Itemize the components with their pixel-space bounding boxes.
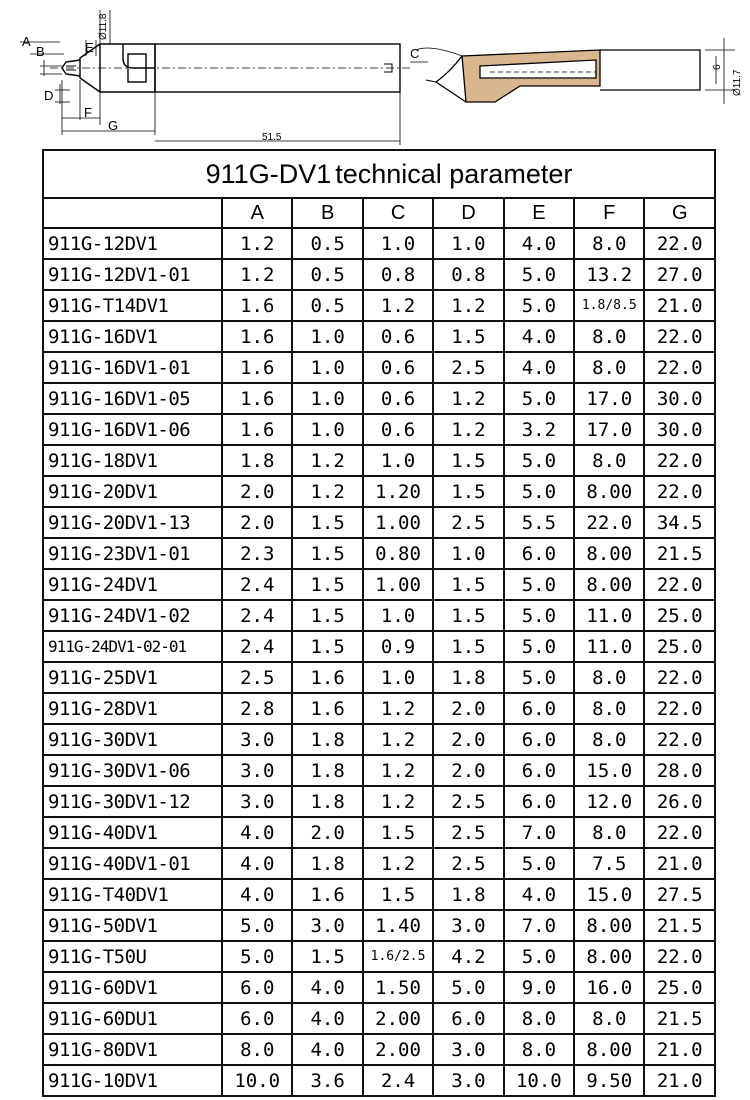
value-cell-d: 1.5 [433, 445, 503, 476]
table-row [43, 507, 715, 538]
value-cell-d: 1.5 [433, 631, 503, 662]
model-cell: 911G-12DV1-01 [43, 259, 222, 290]
value-cell-g: 22.0 [644, 724, 715, 755]
value-cell-g: 22.0 [644, 662, 715, 693]
value-cell-a: 6.0 [222, 972, 292, 1003]
value-cell-b: 4.0 [292, 972, 362, 1003]
value-cell-f: 17.0 [574, 414, 644, 445]
value-cell-c: 1.00 [363, 507, 433, 538]
value-cell-a: 2.4 [222, 631, 292, 662]
value-cell-b: 0.5 [292, 290, 362, 321]
value-cell-e: 3.2 [504, 414, 574, 445]
table-row [43, 662, 715, 693]
value-cell-a: 1.2 [222, 228, 292, 259]
value-cell-a: 8.0 [222, 1034, 292, 1065]
column-header-model [43, 198, 222, 228]
table-row [43, 972, 715, 1003]
label-e: E [85, 40, 94, 55]
value-cell-g: 28.0 [644, 755, 715, 786]
model-cell: 911G-60DV1 [43, 972, 222, 1003]
value-cell-d: 1.2 [433, 290, 503, 321]
value-cell-e: 5.5 [504, 507, 574, 538]
model-cell: 911G-12DV1 [43, 228, 222, 259]
value-cell-c: 0.80 [363, 538, 433, 569]
value-cell-f: 15.0 [574, 755, 644, 786]
table-row [43, 1065, 715, 1096]
model-cell: 911G-16DV1 [43, 321, 222, 352]
table-row [43, 631, 715, 662]
value-cell-f: 8.0 [574, 724, 644, 755]
value-cell-f: 11.0 [574, 631, 644, 662]
table-row [43, 1034, 715, 1065]
model-cell: 911G-40DV1-01 [43, 848, 222, 879]
value-cell-f: 17.0 [574, 383, 644, 414]
value-cell-b: 1.6 [292, 879, 362, 910]
value-cell-g: 25.0 [644, 600, 715, 631]
value-cell-e: 5.0 [504, 476, 574, 507]
value-cell-f: 22.0 [574, 507, 644, 538]
table-row [43, 941, 715, 972]
value-cell-a: 2.0 [222, 476, 292, 507]
value-cell-b: 1.2 [292, 476, 362, 507]
value-cell-d: 2.5 [433, 507, 503, 538]
value-cell-f: 15.0 [574, 879, 644, 910]
table-row [43, 817, 715, 848]
value-cell-f: 1.8/8.5 [574, 290, 644, 321]
value-cell-e: 4.0 [504, 228, 574, 259]
value-cell-c: 1.6/2.5 [363, 941, 433, 972]
value-cell-e: 4.0 [504, 879, 574, 910]
value-cell-f: 8.00 [574, 476, 644, 507]
model-cell: 911G-30DV1-06 [43, 755, 222, 786]
value-cell-d: 1.0 [433, 228, 503, 259]
model-cell: 911G-23DV1-01 [43, 538, 222, 569]
value-cell-d: 2.0 [433, 755, 503, 786]
model-cell: 911G-20DV1-13 [43, 507, 222, 538]
value-cell-c: 2.4 [363, 1065, 433, 1096]
model-cell: 911G-50DV1 [43, 910, 222, 941]
value-cell-b: 1.5 [292, 941, 362, 972]
model-cell: 911G-T40DV1 [43, 879, 222, 910]
value-cell-d: 1.2 [433, 383, 503, 414]
tool-diagram [0, 0, 750, 146]
value-cell-c: 1.0 [363, 662, 433, 693]
value-cell-e: 5.0 [504, 445, 574, 476]
value-cell-c: 1.0 [363, 445, 433, 476]
label-d: D [44, 88, 54, 103]
value-cell-c: 0.6 [363, 414, 433, 445]
value-cell-f: 8.0 [574, 228, 644, 259]
value-cell-c: 1.2 [363, 755, 433, 786]
value-cell-d: 2.0 [433, 693, 503, 724]
value-cell-e: 5.0 [504, 631, 574, 662]
value-cell-d: 1.8 [433, 662, 503, 693]
table-row [43, 693, 715, 724]
value-cell-g: 30.0 [644, 383, 715, 414]
value-cell-f: 8.0 [574, 817, 644, 848]
value-cell-g: 21.5 [644, 1003, 715, 1034]
model-cell: 911G-16DV1-06 [43, 414, 222, 445]
value-cell-g: 26.0 [644, 786, 715, 817]
model-cell: 911G-24DV1-02-01 [43, 631, 222, 662]
value-cell-a: 4.0 [222, 879, 292, 910]
value-cell-d: 2.5 [433, 786, 503, 817]
value-cell-a: 4.0 [222, 848, 292, 879]
value-cell-c: 1.2 [363, 848, 433, 879]
value-cell-c: 0.6 [363, 383, 433, 414]
value-cell-a: 1.6 [222, 290, 292, 321]
table-row [43, 600, 715, 631]
value-cell-b: 1.5 [292, 631, 362, 662]
value-cell-f: 8.00 [574, 910, 644, 941]
value-cell-a: 5.0 [222, 941, 292, 972]
technical-drawing [0, 0, 750, 146]
value-cell-f: 12.0 [574, 786, 644, 817]
value-cell-c: 1.2 [363, 786, 433, 817]
value-cell-c: 1.2 [363, 290, 433, 321]
value-cell-d: 3.0 [433, 1065, 503, 1096]
value-cell-a: 1.6 [222, 383, 292, 414]
model-cell: 911G-T14DV1 [43, 290, 222, 321]
label-f: F [84, 105, 92, 120]
table-row [43, 414, 715, 445]
value-cell-g: 22.0 [644, 445, 715, 476]
model-cell: 911G-16DV1-05 [43, 383, 222, 414]
value-cell-g: 22.0 [644, 693, 715, 724]
value-cell-d: 1.5 [433, 321, 503, 352]
value-cell-f: 8.00 [574, 538, 644, 569]
value-cell-f: 8.0 [574, 321, 644, 352]
model-cell: 911G-16DV1-01 [43, 352, 222, 383]
value-cell-e: 8.0 [504, 1003, 574, 1034]
model-cell: 911G-10DV1 [43, 1065, 222, 1096]
table-row [43, 290, 715, 321]
value-cell-a: 4.0 [222, 817, 292, 848]
value-cell-e: 6.0 [504, 693, 574, 724]
value-cell-d: 0.8 [433, 259, 503, 290]
value-cell-d: 2.5 [433, 817, 503, 848]
table-title [43, 150, 715, 198]
value-cell-e: 4.0 [504, 321, 574, 352]
value-cell-e: 5.0 [504, 848, 574, 879]
value-cell-b: 4.0 [292, 1003, 362, 1034]
value-cell-b: 1.0 [292, 383, 362, 414]
model-cell: 911G-24DV1-02 [43, 600, 222, 631]
column-header-d: D [433, 198, 503, 228]
value-cell-c: 2.00 [363, 1003, 433, 1034]
value-cell-b: 1.8 [292, 755, 362, 786]
value-cell-e: 8.0 [504, 1034, 574, 1065]
value-cell-g: 21.0 [644, 290, 715, 321]
model-cell: 911G-24DV1 [43, 569, 222, 600]
value-cell-d: 2.5 [433, 848, 503, 879]
model-cell: 911G-20DV1 [43, 476, 222, 507]
value-cell-d: 1.8 [433, 879, 503, 910]
table-body [43, 228, 715, 1096]
model-cell: 911G-30DV1-12 [43, 786, 222, 817]
value-cell-b: 1.6 [292, 693, 362, 724]
value-cell-g: 22.0 [644, 228, 715, 259]
value-cell-b: 0.5 [292, 228, 362, 259]
value-cell-a: 1.6 [222, 414, 292, 445]
value-cell-e: 7.0 [504, 817, 574, 848]
table-row [43, 755, 715, 786]
value-cell-a: 3.0 [222, 724, 292, 755]
table-row [43, 476, 715, 507]
value-cell-c: 1.20 [363, 476, 433, 507]
title-text: technical parameter [335, 158, 573, 189]
value-cell-f: 13.2 [574, 259, 644, 290]
value-cell-d: 1.0 [433, 538, 503, 569]
title-model: 911G-DV1 [205, 158, 332, 189]
value-cell-g: 21.5 [644, 538, 715, 569]
value-cell-e: 5.0 [504, 600, 574, 631]
value-cell-e: 5.0 [504, 941, 574, 972]
value-cell-e: 6.0 [504, 755, 574, 786]
value-cell-a: 2.0 [222, 507, 292, 538]
value-cell-b: 1.6 [292, 662, 362, 693]
value-cell-e: 5.0 [504, 383, 574, 414]
value-cell-f: 8.00 [574, 941, 644, 972]
table-row [43, 848, 715, 879]
value-cell-f: 11.0 [574, 600, 644, 631]
column-header-g: G [644, 198, 715, 228]
model-cell: 911G-25DV1 [43, 662, 222, 693]
value-cell-g: 21.0 [644, 1065, 715, 1096]
value-cell-b: 4.0 [292, 1034, 362, 1065]
value-cell-f: 8.0 [574, 445, 644, 476]
value-cell-e: 6.0 [504, 538, 574, 569]
value-cell-e: 4.0 [504, 352, 574, 383]
table-row [43, 538, 715, 569]
table-row [43, 445, 715, 476]
label-c: C [410, 46, 420, 61]
value-cell-b: 1.2 [292, 445, 362, 476]
value-cell-d: 2.5 [433, 352, 503, 383]
value-cell-g: 27.0 [644, 259, 715, 290]
label-length: 51.5 [262, 132, 282, 143]
table-row [43, 259, 715, 290]
value-cell-f: 8.0 [574, 662, 644, 693]
value-cell-c: 1.00 [363, 569, 433, 600]
label-g: G [108, 118, 119, 133]
parameter-table [42, 149, 716, 1097]
model-cell: 911G-80DV1 [43, 1034, 222, 1065]
value-cell-c: 1.0 [363, 228, 433, 259]
table-row [43, 383, 715, 414]
column-header-c: C [363, 198, 433, 228]
table-row [43, 879, 715, 910]
value-cell-b: 1.5 [292, 507, 362, 538]
value-cell-g: 21.5 [644, 910, 715, 941]
value-cell-d: 6.0 [433, 1003, 503, 1034]
value-cell-b: 1.0 [292, 321, 362, 352]
value-cell-e: 10.0 [504, 1065, 574, 1096]
value-cell-e: 6.0 [504, 724, 574, 755]
table-row [43, 321, 715, 352]
value-cell-b: 1.0 [292, 352, 362, 383]
value-cell-b: 1.8 [292, 724, 362, 755]
table-row [43, 724, 715, 755]
value-cell-f: 16.0 [574, 972, 644, 1003]
value-cell-g: 27.5 [644, 879, 715, 910]
value-cell-c: 1.40 [363, 910, 433, 941]
value-cell-g: 21.0 [644, 848, 715, 879]
label-dia-right-a: Ø11.7 [732, 69, 743, 96]
table-row [43, 228, 715, 259]
model-cell: 911G-40DV1 [43, 817, 222, 848]
value-cell-g: 22.0 [644, 569, 715, 600]
value-cell-a: 1.6 [222, 352, 292, 383]
value-cell-f: 8.0 [574, 693, 644, 724]
model-cell: 911G-T50U [43, 941, 222, 972]
value-cell-a: 2.4 [222, 569, 292, 600]
value-cell-g: 22.0 [644, 321, 715, 352]
value-cell-c: 2.00 [363, 1034, 433, 1065]
value-cell-d: 3.0 [433, 1034, 503, 1065]
model-cell: 911G-28DV1 [43, 693, 222, 724]
label-dia-right-b: 6 [712, 64, 723, 70]
value-cell-a: 5.0 [222, 910, 292, 941]
value-cell-b: 1.5 [292, 538, 362, 569]
column-header-b: B [292, 198, 362, 228]
value-cell-g: 22.0 [644, 817, 715, 848]
label-a: A [22, 34, 31, 49]
value-cell-c: 1.5 [363, 879, 433, 910]
value-cell-b: 3.6 [292, 1065, 362, 1096]
label-dia-left: Ø11.8 [98, 13, 109, 40]
value-cell-a: 10.0 [222, 1065, 292, 1096]
model-cell: 911G-30DV1 [43, 724, 222, 755]
value-cell-e: 5.0 [504, 662, 574, 693]
value-cell-c: 1.50 [363, 972, 433, 1003]
value-cell-g: 21.0 [644, 1034, 715, 1065]
value-cell-f: 8.0 [574, 352, 644, 383]
label-b: B [36, 44, 45, 59]
value-cell-d: 1.5 [433, 600, 503, 631]
table-title-row [43, 150, 715, 198]
value-cell-c: 1.5 [363, 817, 433, 848]
value-cell-g: 25.0 [644, 631, 715, 662]
value-cell-f: 8.0 [574, 1003, 644, 1034]
value-cell-b: 1.5 [292, 569, 362, 600]
value-cell-a: 2.5 [222, 662, 292, 693]
table-header-row [43, 198, 715, 228]
value-cell-d: 5.0 [433, 972, 503, 1003]
value-cell-f: 7.5 [574, 848, 644, 879]
value-cell-g: 22.0 [644, 352, 715, 383]
value-cell-c: 1.2 [363, 724, 433, 755]
value-cell-d: 1.5 [433, 569, 503, 600]
value-cell-a: 6.0 [222, 1003, 292, 1034]
value-cell-d: 1.2 [433, 414, 503, 445]
value-cell-d: 4.2 [433, 941, 503, 972]
value-cell-d: 2.0 [433, 724, 503, 755]
value-cell-b: 1.8 [292, 786, 362, 817]
value-cell-f: 8.00 [574, 569, 644, 600]
value-cell-a: 1.2 [222, 259, 292, 290]
value-cell-a: 2.8 [222, 693, 292, 724]
model-cell: 911G-60DU1 [43, 1003, 222, 1034]
value-cell-a: 2.3 [222, 538, 292, 569]
value-cell-a: 3.0 [222, 755, 292, 786]
table-row [43, 910, 715, 941]
column-header-e: E [504, 198, 574, 228]
value-cell-a: 1.8 [222, 445, 292, 476]
value-cell-d: 1.5 [433, 476, 503, 507]
value-cell-g: 34.5 [644, 507, 715, 538]
value-cell-g: 22.0 [644, 941, 715, 972]
value-cell-e: 7.0 [504, 910, 574, 941]
value-cell-g: 22.0 [644, 476, 715, 507]
value-cell-c: 0.9 [363, 631, 433, 662]
value-cell-a: 1.6 [222, 321, 292, 352]
value-cell-c: 0.8 [363, 259, 433, 290]
table-row [43, 786, 715, 817]
value-cell-a: 2.4 [222, 600, 292, 631]
value-cell-g: 30.0 [644, 414, 715, 445]
value-cell-b: 1.5 [292, 600, 362, 631]
value-cell-e: 5.0 [504, 290, 574, 321]
value-cell-b: 3.0 [292, 910, 362, 941]
value-cell-e: 9.0 [504, 972, 574, 1003]
value-cell-c: 1.0 [363, 600, 433, 631]
value-cell-e: 5.0 [504, 259, 574, 290]
value-cell-g: 25.0 [644, 972, 715, 1003]
value-cell-c: 1.2 [363, 693, 433, 724]
value-cell-d: 3.0 [433, 910, 503, 941]
column-header-a: A [222, 198, 292, 228]
value-cell-b: 1.0 [292, 414, 362, 445]
value-cell-e: 5.0 [504, 569, 574, 600]
value-cell-e: 6.0 [504, 786, 574, 817]
model-cell: 911G-18DV1 [43, 445, 222, 476]
value-cell-b: 1.8 [292, 848, 362, 879]
column-header-f: F [574, 198, 644, 228]
value-cell-f: 8.00 [574, 1034, 644, 1065]
value-cell-c: 0.6 [363, 352, 433, 383]
value-cell-a: 3.0 [222, 786, 292, 817]
value-cell-f: 9.50 [574, 1065, 644, 1096]
table-row [43, 352, 715, 383]
value-cell-c: 0.6 [363, 321, 433, 352]
table-row [43, 1003, 715, 1034]
value-cell-b: 0.5 [292, 259, 362, 290]
table-row [43, 569, 715, 600]
value-cell-b: 2.0 [292, 817, 362, 848]
